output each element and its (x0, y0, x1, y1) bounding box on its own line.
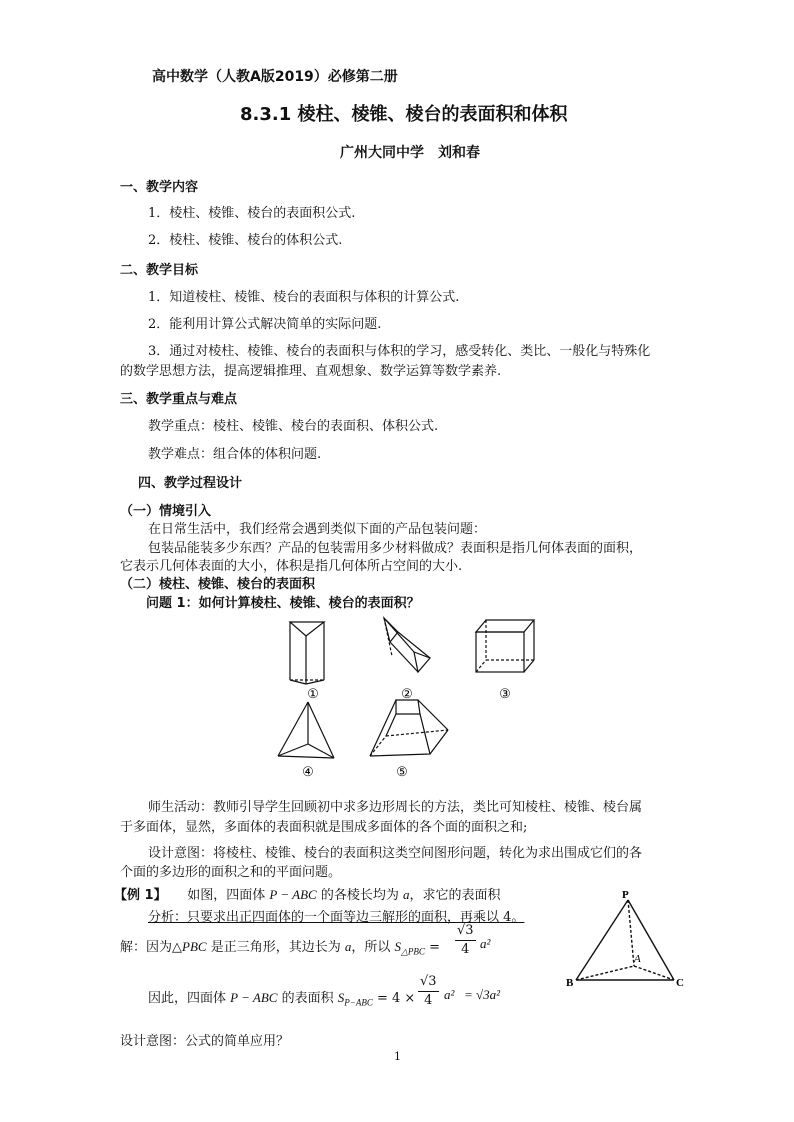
question-1: 问题 1：如何计算棱柱、棱锥、棱台的表面积？ (146, 596, 420, 611)
conclusion-line (148, 987, 415, 1008)
equals-sign: = (429, 940, 440, 955)
paragraph-2a: 包装品能装多少东西？产品的包装需用多少材料做成？表面积是指几何体表面的面积， (148, 541, 643, 556)
section-1-heading: 一、教学内容 (120, 180, 199, 195)
solution-text-c: ，所以 (351, 940, 391, 955)
s2-item-3a: 3．通过对棱柱、棱锥、棱台的表面积与体积的学习，感受转化、类比、一般化与特殊化 (148, 344, 651, 359)
frustum-figure (370, 700, 448, 756)
example-var-a: a (403, 887, 410, 902)
tetrahedron-figure (562, 888, 692, 998)
area-subscript: △PBC (401, 946, 425, 957)
example-text-c: ，求它的表面积 (409, 888, 501, 903)
fraction-1-den: 4 (461, 942, 470, 957)
solution-text-b: 是正三角形，其边长为 (210, 940, 341, 955)
figure-label-5: ⑤ (396, 764, 408, 779)
section-4-heading: 四、教学过程设计 (138, 476, 243, 491)
s2-item-2: 2．能利用计算公式解决简单的实际问题. (148, 317, 382, 332)
difficult-points: 教学难点：组合体的体积问题. (148, 447, 322, 462)
key-points: 教学重点：棱柱、棱锥、棱台的表面积、体积公式. (148, 419, 439, 434)
fraction-1-num: √3 (455, 922, 476, 941)
times-four: = 4 × (376, 991, 416, 1006)
conclusion-text-a: 因此，四面体 (148, 991, 227, 1006)
vertex-b: B (566, 977, 574, 989)
result: = √3a² (464, 987, 501, 1002)
solution-pbc: PBC (182, 939, 207, 954)
fraction-2-den: 4 (424, 993, 433, 1008)
example-text-a: 如图，四面体 (187, 888, 266, 903)
s2-item-3b: 的数学思想方法，提高逻辑推理、直观想象、数学运算等数学素养. (120, 364, 502, 379)
area-symbol-2: S (337, 990, 345, 1005)
activity-line-b: 于多面体，显然，多面体的表面积就是围成多面体的各个面的面积之和; (120, 820, 528, 835)
activity-line-a: 师生活动：教师引导学生回顾初中求多边形周长的方法，类比可知棱柱、棱锥、棱台属 (148, 800, 643, 815)
sub-heading-1: （一）情境引入 (120, 504, 212, 519)
section-3-heading: 三、教学重点与难点 (120, 392, 238, 407)
paragraph-2b: 它表示几何体表面的大小，体积是指几何体所占空间的大小. (120, 559, 463, 574)
conclusion-text-b: 的表面积 (281, 991, 334, 1006)
s2-item-1: 1．知道棱柱、棱锥、棱台的表面积与体积的计算公式. (148, 290, 460, 305)
author-line: 广州大同中学 刘和春 (340, 145, 480, 161)
parallelepiped-figure (476, 620, 534, 672)
vertex-a: A (634, 953, 641, 965)
design-intent: 设计意图：公式的简单应用？ (120, 1034, 290, 1049)
figure-label-3: ③ (499, 686, 511, 701)
fraction-1 (455, 922, 476, 959)
area-subscript-2: P−ABC (344, 997, 373, 1008)
paragraph-1: 在日常生活中，我们经常会遇到类似下面的产品包装问题： (148, 522, 487, 537)
solution-var-a: a (344, 939, 352, 954)
analysis-line: 分析：只要求出正四面体的一个面等边三解形的面积，再乘以 4。 (148, 910, 525, 925)
course-header: 高中数学（人教A版2019）必修第二册 (152, 69, 398, 85)
sub-heading-2: （二）棱柱、棱锥、棱台的表面积 (120, 577, 316, 592)
figure-label-2: ② (401, 686, 413, 701)
intent-line-b: 个面的多边形的面积之和的平面问题。 (120, 865, 342, 880)
page-title: 8.3.1 棱柱、棱锥、棱台的表面积和体积 (240, 104, 568, 125)
figure-label-1: ① (307, 686, 319, 701)
solids-row-2 (268, 696, 468, 782)
solution-text-a: 解：因为△ (120, 940, 182, 955)
example-expr: P − ABC (269, 887, 317, 902)
example-tag: 【例 1】 (114, 888, 167, 903)
oblique-prism-figure (384, 618, 430, 672)
fraction-2 (418, 973, 439, 1010)
section-2-heading: 二、教学目标 (120, 263, 199, 278)
solids-row-1 (280, 612, 540, 702)
a-squared-1: a² (480, 936, 491, 951)
s1-item-1: 1．棱柱、棱锥、棱台的表面积公式. (148, 206, 356, 221)
solution-line (120, 936, 440, 958)
s1-item-2: 2．棱柱、棱锥、棱台的体积公式. (148, 233, 343, 248)
example-1-line (114, 884, 501, 903)
example-text-b: 的各棱长均为 (320, 888, 399, 903)
fraction-2-num: √3 (418, 973, 439, 992)
vertex-c: C (676, 977, 684, 989)
a-squared-2: a² (444, 987, 455, 1002)
area-symbol: S (394, 939, 402, 954)
vertex-p: P (622, 889, 629, 901)
page-number: 1 (394, 1050, 401, 1063)
conclusion-expr: P − ABC (230, 990, 278, 1005)
figure-label-4: ④ (302, 764, 314, 779)
triangular-prism-figure (290, 622, 324, 684)
intent-line-a: 设计意图：将棱柱、棱锥、棱台的表面积这类空间图形问题，转化为求出围成它们的各 (148, 846, 643, 861)
pyramid-figure (278, 702, 334, 758)
